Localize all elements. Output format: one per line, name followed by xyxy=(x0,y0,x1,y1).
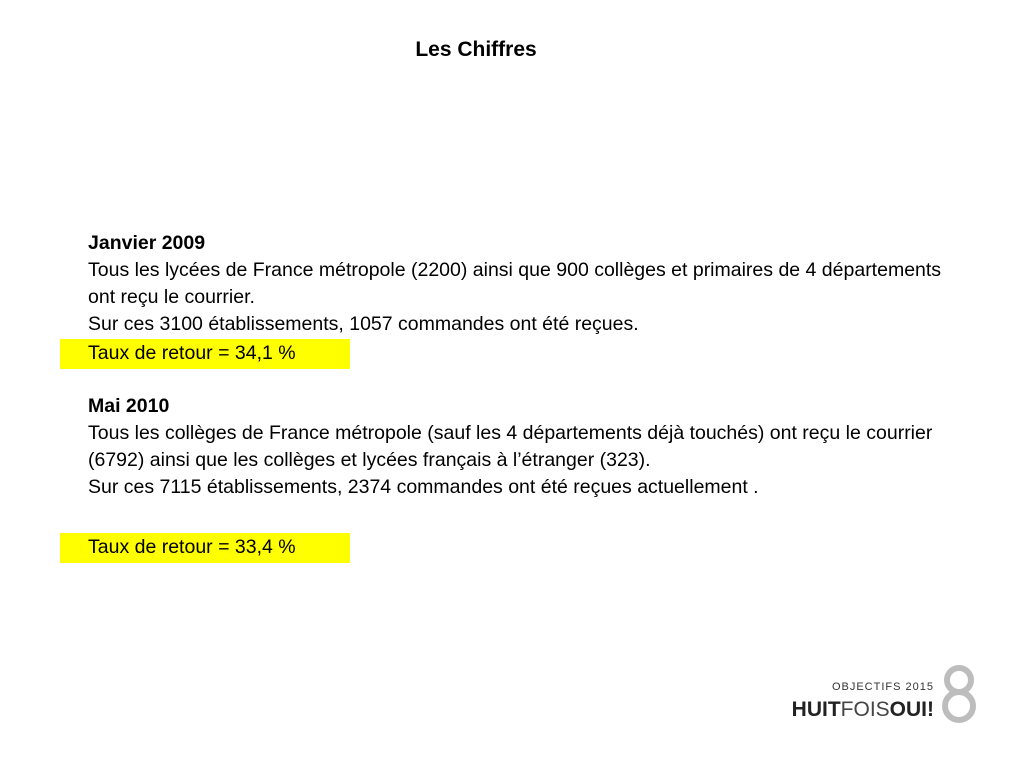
return-rate-text: Taux de retour = 34,1 % xyxy=(88,342,296,364)
section-paragraph: Sur ces 7115 établissements, 2374 commandes ont été reçues actuellement . xyxy=(88,476,759,498)
highlight-return-rate xyxy=(60,339,350,369)
return-rate-text: Taux de retour = 33,4 % xyxy=(88,536,296,558)
section-paragraph: Sur ces 3100 établissements, 1057 commandes ont été reçues. xyxy=(88,313,639,335)
section-heading: Mai 2010 xyxy=(88,395,170,417)
logo-wordmark xyxy=(792,698,934,722)
logo-word-fois: FOIS xyxy=(840,698,890,721)
section-paragraph: Tous les collèges de France métropole (sauf les 4 départements déjà touchés) ont reçu le courrier (6792) ainsi que les collèges et lycées français à l’étranger (323). xyxy=(88,422,933,471)
logo-word-huit: HUIT xyxy=(791,698,841,721)
section-paragraph: Tous les lycées de France métropole (2200) ainsi que 900 collèges et primaires de 4 départements ont reçu le courrier. xyxy=(88,259,942,308)
logo-word-oui: OUI! xyxy=(889,698,934,721)
logo-subtitle: OBJECTIFS 2015 xyxy=(831,681,934,693)
logo-huitfoisoui xyxy=(780,662,980,728)
eight-icon xyxy=(942,664,976,724)
highlight-return-rate xyxy=(60,533,350,563)
section-heading: Janvier 2009 xyxy=(88,232,206,254)
section-mai-2010 xyxy=(88,393,968,501)
slide-title: Les Chiffres xyxy=(415,38,537,61)
section-janvier-2009 xyxy=(88,230,968,338)
